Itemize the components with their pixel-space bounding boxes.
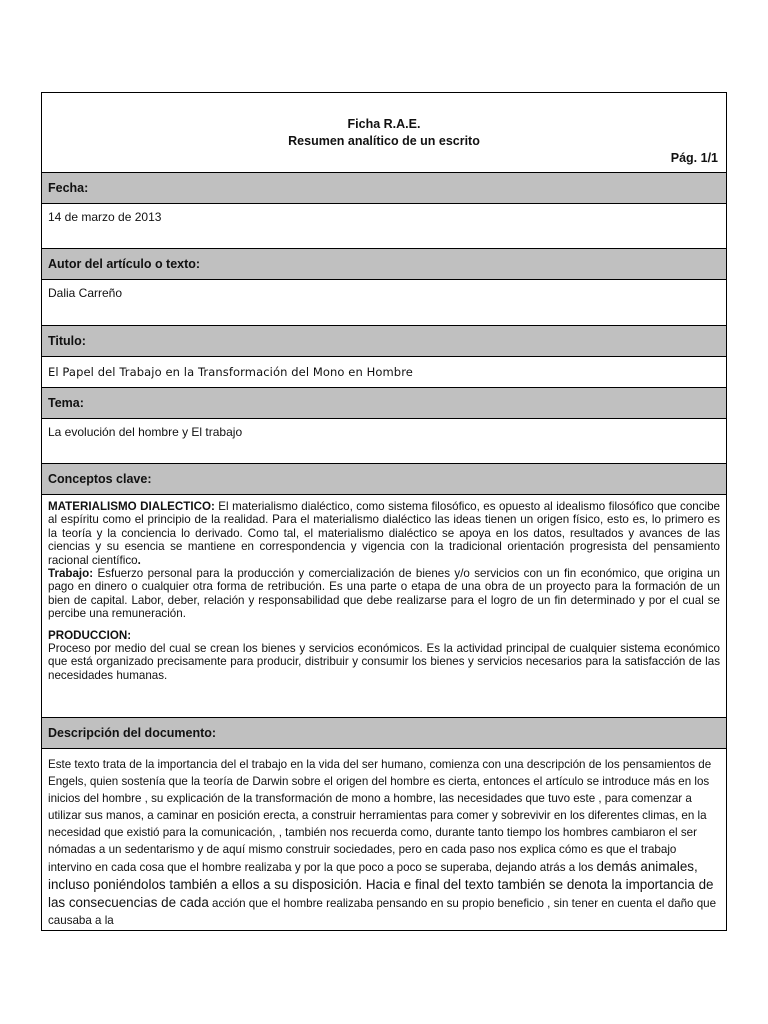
autor-label-row	[42, 249, 726, 280]
page-number: Pág. 1/1	[670, 151, 718, 165]
materialismo-definition: El materialismo dialéctico, como sistema filosófico, es opuesto al idealismo filosófico que concibe al espíritu como el principio de la realidad. Para el materialismo dialéctico las ideas tienen un origen físico, esto es, lo primero es la teoría y la conciencia lo derivado. Como tal, el materialismo dialéctico se apoya en los datos, resultados y avances de las ciencias y su esencia se mantiene en correspondencia y vigencia con la tradicional orientación progresista del pensamiento racional científico	[48, 500, 720, 567]
conceptos-label-row	[42, 464, 726, 495]
titulo-label-row	[42, 326, 726, 357]
produccion-paragraph	[48, 642, 720, 682]
materialismo-paragraph	[48, 500, 720, 567]
rae-form	[41, 92, 727, 931]
descripcion-label-row	[42, 718, 726, 749]
produccion-term: PRODUCCION:	[48, 628, 132, 642]
tema-label-row	[42, 388, 726, 419]
produccion-definition: Proceso por medio del cual se crean los bienes y servicios económicos. Es la actividad principal de cualquier sistema económico que está organizado precisamente para producir, distribuir y consumir los bienes y servicios necesarios para la satisfacción de las necesidades humanas.	[48, 642, 720, 682]
materialismo-period: .	[137, 553, 141, 567]
titulo-label: Titulo:	[48, 334, 86, 348]
fecha-value-row	[42, 204, 726, 249]
trabajo-definition: Esfuerzo personal para la producción y comercialización de bienes y/o servicios con un fin económico, que origina un pago en dinero o cualquier otra forma de retribución. Es una parte o etapa de una obra de un proyecto para la formación de un bien de capital. Labor, deber, relación y responsabilidad que debe realizarse para el logro de un fin determinado y por el cual se percibe una remuneración.	[48, 567, 720, 621]
descripcion-label: Descripción del documento:	[48, 726, 217, 740]
tema-value: La evolución del hombre y El trabajo	[48, 425, 243, 439]
document-subtitle: Resumen analítico de un escrito	[288, 134, 480, 148]
titulo-value-row	[42, 357, 726, 388]
descripcion-text-part-1: Este texto trata de la importancia del el trabajo en la vida del ser humano, comienza con una descripción de los pensamientos de Engels, quien sostenía que la teoría de Darwin sobre el origen del hombre es cierta, entonces el artículo se introduce más en los inicios del hombre , su explicación de la transformación de mono a hombre, las necesidades que tuvo este , para comenzar a utilizar sus manos, a caminar en posición erecta, a construir herramientas para comer y sobrevivir en los diferentes climas, en la necesidad que existió para la comunicación, , también nos recuerda como, durante tanto tiempo los hombres cambiaron el ser nómadas a un sedentarismo y de aquí mismo construir sociedades, pero en cada paso nos explica cómo es que el trabajo intervino en cada cosa que el hombre realizaba y por la que poco a poco se superaba, dejando atrás a los	[48, 758, 712, 874]
autor-label: Autor del artículo o texto:	[48, 257, 201, 271]
descripcion-body	[42, 749, 726, 931]
fecha-label: Fecha:	[48, 181, 89, 195]
descripcion-text-part-3: acción que el hombre realizaba pensando en su propio beneficio , sin tener en cuenta el daño que causaba a la	[48, 897, 717, 927]
form-header	[42, 93, 726, 173]
titulo-value: El Papel del Trabajo en la Transformación del Mono en Hombre	[48, 365, 413, 379]
fecha-value: 14 de marzo de 2013	[48, 210, 162, 224]
trabajo-paragraph	[48, 567, 720, 621]
autor-value: Dalia Carreño	[48, 286, 123, 300]
produccion-heading-paragraph	[48, 629, 720, 642]
conceptos-label: Conceptos clave:	[48, 472, 152, 486]
fecha-label-row	[42, 173, 726, 204]
autor-value-row	[42, 280, 726, 326]
tema-value-row	[42, 419, 726, 464]
descripcion-text-part-2: demás animales, incluso poniéndolos también a ellos a su disposición. Hacia e final del texto también se denota la importancia de las consecuencias de cada	[48, 859, 714, 910]
conceptos-body	[42, 495, 726, 718]
document-title: Ficha R.A.E.	[347, 117, 421, 131]
trabajo-term: Trabajo:	[48, 567, 94, 581]
paragraph-gap	[48, 621, 720, 629]
materialismo-term: MATERIALISMO DIALECTICO:	[48, 500, 215, 513]
tema-label: Tema:	[48, 396, 84, 410]
